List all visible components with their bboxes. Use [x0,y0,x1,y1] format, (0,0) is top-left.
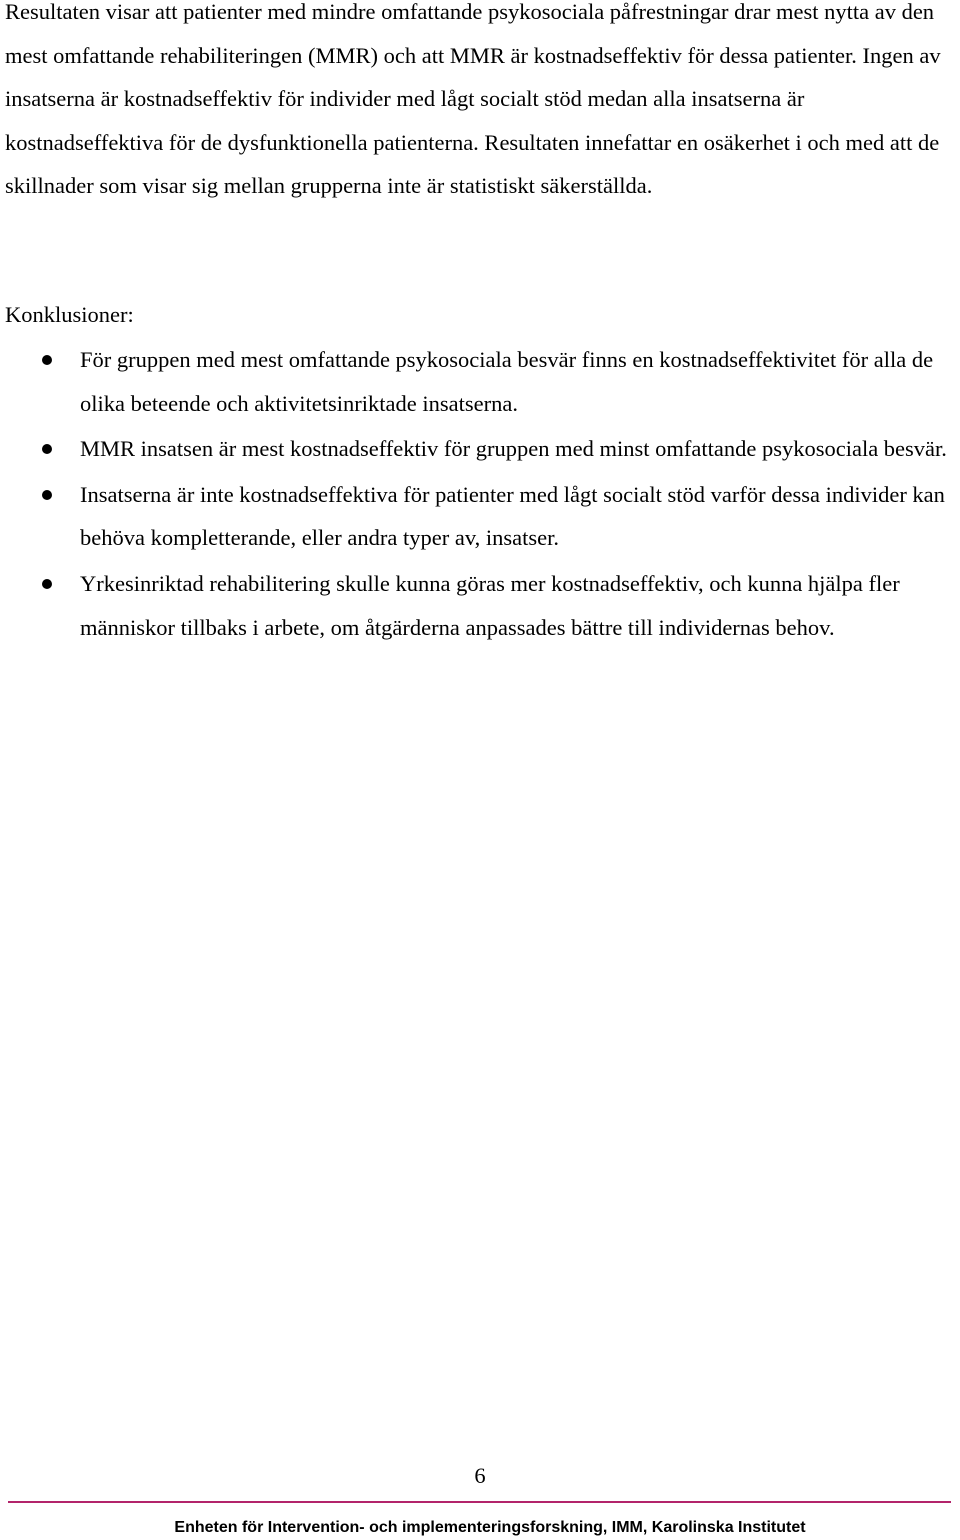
bullet-icon [42,444,52,454]
bullet-icon [42,490,52,500]
bullet-icon [42,355,52,365]
conclusions-list [0,338,950,651]
list-item-text: MMR insatsen är mest kostnadseffektiv för gruppen med minst omfattande psykosociala besvär. [80,436,947,462]
conclusions-heading: Konklusioner: [5,302,134,327]
list-item-text: För gruppen med mest omfattande psykosociala besvär finns en kostnadseffektivitet för alla de olika beteende och aktivitetsinriktade insatserna. [80,347,934,416]
footer-institution: Enheten för Intervention- och implementeringsforskning, IMM, Karolinska Institutet [174,1519,806,1536]
bullet-icon [42,579,52,589]
results-paragraph: Resultaten visar att patienter med mindre omfattande psykosociala påfrestningar drar mest nytta av den mest omfattande rehabiliteringen (MMR) och att MMR är kostnadseffektiv för dessa patienter. Ingen av insatserna är kostnadseffektiv för individer med lågt socialt stöd medan alla insatserna är kostnadseffektiva för de dysfunktionella patienterna. Resultaten innefattar en osäkerhet i och med att de skillnader som visar sig mellan grupperna inte är statistiskt säkerställda. [5,0,941,199]
list-item-text: Insatserna är inte kostnadseffektiva för patienter med lågt socialt stöd varför dessa individer kan behöva kompletterande, eller andra typer av, insatser. [80,481,945,551]
list-item-text: Yrkesinriktad rehabilitering skulle kunna göras mer kostnadseffektiv, och kunna hjälpa fler människor tillbaks i arbete, om åtgärderna anpassades bättre till individernas behov. [80,570,900,640]
list-item [0,338,950,425]
list-item [0,473,950,560]
list-item [0,562,950,649]
page-number: 6 [474,1463,486,1488]
list-item [0,427,950,471]
footer-divider [8,1501,951,1503]
